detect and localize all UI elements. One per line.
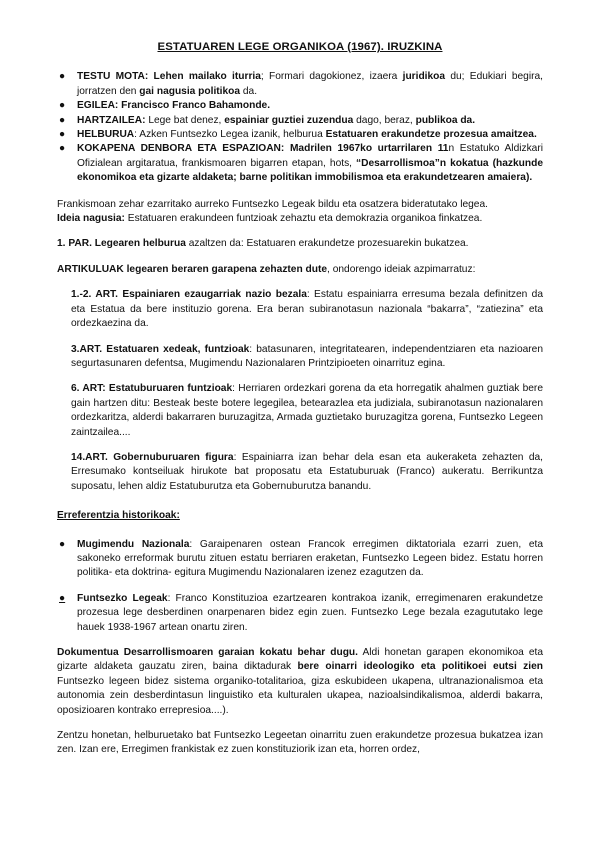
- bullet-icon: ●: [59, 114, 66, 126]
- article-text: : Espainiarra izan behar dela esan eta aukeraketa zehazten da, Erresumako kontseiluak hirukote bat proposatu eta Estatuburuak (Franco) aukeratu. Berrikuntza suposatu, lehen aldiz Estatuburutza eta Gobernuburutza banandu.: [71, 451, 543, 492]
- intro-paragraph: Frankismoan zehar ezarritako aurreko Funtsezko Legeak bildu eta osatzera bideratutako legea.: [57, 198, 488, 210]
- closing-paragraph: Zentzu honetan, helburuetako bat Funtsezko Legeetan oinarritu zuen erakundetze prozesua bukatzea izan zen. Izan ere, Erregimen frankistak ez zuen konstituziorik izan eta, horren ordez,: [57, 730, 543, 756]
- bullet-label: KOKAPENA DENBORA ETA ESPAZIOAN: Madrilen 1967ko urtarrilaren 11: [77, 143, 449, 155]
- article-label: 1.-2. ART. Espainiaren ezaugarriak nazio bezala: [71, 289, 307, 301]
- article-text: : Herriaren ordezkari gorena da eta horregatik ahalmen guztiak bere gain hartzen ditu: Besteak beste botere legegilea, betearazlea eta judiziala, subiranotasun nazionalaren ordezkaritza, alderdi bakarraren buruzagitza, Armada guztietako buruzagitza gorena, Funtsezko Legeen zaintzailea....: [71, 383, 543, 438]
- article-label: 3.ART. Estatuaren xedeak, funtzioak: [71, 343, 250, 355]
- list-item: [57, 128, 543, 142]
- bullet-emphasis: “Desarrollismoa”n kokatua (hazkunde ekonomikoa eta gizarte aldaketa; barne politikan immobilismoa eta erakundetzearen amaiera).: [77, 157, 543, 184]
- article-paragraph: [57, 451, 543, 494]
- ref-label: Funtsezko Legeak: [77, 592, 168, 604]
- list-item: [57, 592, 543, 635]
- refs-list: [57, 538, 543, 635]
- bullet-icon: ●: [59, 538, 66, 550]
- articles-intro-paragraph: [57, 263, 543, 277]
- bullet-label: EGILEA: Francisco Franco Bahamonde.: [77, 100, 271, 112]
- list-item: [57, 142, 543, 185]
- article-text: : Estatu espainiarra erresuma bezala definitzen da eta Estatua da bere instituzio gorena. Era beran subiranotasun nazionala “bakarra”, “zatiezina” eta ordezkaezina da.: [71, 289, 544, 330]
- refs-heading: Erreferentzia historikoak:: [57, 510, 180, 522]
- list-item: [57, 114, 543, 128]
- ref-text: : Garaipenaren ostean Francok erregimen diktatoriala ezarri zuen, eta sakoneko erreformak burutu zituen estatu berriaren eraketan, Funtsezko Legeen bidez. Estatu horren politika- eta doktrina- egitura Mugimendu Nazionalaren izenez ezagutzen da.: [77, 538, 543, 579]
- article-paragraph: [57, 382, 543, 440]
- bullet-label: TESTU MOTA: Lehen mailako iturria: [77, 71, 261, 83]
- list-item: [57, 70, 543, 99]
- bullet-emphasis: juridikoa: [402, 71, 446, 83]
- main-idea-text: Estatuaren erakundeen funtzioak zehaztu eta demokrazia organikoa finkatzea.: [124, 213, 483, 225]
- bullet-text: : Azken Funtsezko Legea izanik, helburua: [134, 129, 326, 141]
- bullet-label: HARTZAILEA:: [77, 114, 146, 126]
- articles-intro-label: ARTIKULUAK legearen beraren garapena zehazten dute: [57, 263, 328, 275]
- ref-label: Mugimendu Nazionala: [77, 538, 190, 550]
- context-text: Funtsezko legeen bidez sistema organiko-totalitarioa, giza eskubideen ukapena, ultranazionalismoa eta autonomia zein desberdintasun linguistiko eta kulturalen ukapea, nazioalsindikalismoa, alderdi bakarra, oposizioaren kontrako errepresioa....).: [57, 675, 543, 716]
- main-idea-paragraph: [57, 212, 543, 226]
- main-idea-label: Ideia nagusia:: [57, 213, 125, 225]
- context-text: Aldi honetan garapen ekonomikoa eta gizarte aldaketa gauzatu ziren, baina diktadurak: [57, 647, 543, 673]
- bullet-emphasis: Estatuaren erakundetze prozesua amaitzea.: [325, 129, 537, 141]
- list-item: [57, 99, 543, 113]
- article-paragraph: [57, 288, 543, 331]
- bullet-emphasis: gai nagusia politikoa: [139, 85, 241, 97]
- ref-text: : Franco Konstituzioa ezartzearen kontrakoa izanik, erregimenaren erakundetze prozesua lege desberdinen onarpenaren bidez egin zuen. Funtsezko Lege bezala ezagututako lege hauek 1938-1967 artean onartu ziren.: [77, 592, 543, 633]
- article-text: : batasunaren, integritatearen, independentziaren eta nazioaren segurtasunaren defentsa, Mugimendu Nazionalaren Printzipioeten oinarrituz egina.: [71, 343, 543, 369]
- context-lead: Dokumentua Desarrollismoaren garaian kokatu behar dugu.: [57, 647, 358, 658]
- bullet-text: n Estatuko Aldizkari Ofizialean argitaratua, frankismoaren bigarren etapan, hots,: [77, 143, 544, 169]
- bullet-icon: ●: [59, 592, 66, 604]
- par1-text: azaltzen da: Estatuaren erakundetze prozesuarekin bukatzea.: [185, 238, 469, 250]
- article-label: 6. ART: Estatuburuaren funtzioak: [71, 383, 233, 395]
- page-title: ESTATUAREN LEGE ORGANIKOA (1967). IRUZKINA: [157, 41, 443, 53]
- bullet-icon: ●: [59, 143, 66, 155]
- bullet-icon: ●: [59, 129, 66, 141]
- bullet-text: Lege bat denez,: [145, 114, 225, 126]
- article-paragraph: [57, 343, 543, 372]
- articles-intro-text: , ondorengo ideiak azpimarratuz:: [327, 263, 476, 275]
- par1-paragraph: [57, 237, 543, 251]
- bullet-icon: ●: [59, 71, 66, 83]
- bullet-label: HELBURUA: [77, 129, 135, 141]
- par1-label: 1. PAR. Legearen helburua: [57, 238, 186, 250]
- list-item: [57, 538, 543, 581]
- context-emphasis: bere oinarri ideologiko eta politikoei eutsi zien: [297, 661, 543, 673]
- bullet-text: da.: [240, 85, 258, 97]
- bullet-text: ; Formari dagokionez, izaera: [260, 71, 403, 83]
- context-paragraph: [57, 646, 543, 718]
- article-label: 14.ART. Gobernuburuaren figura: [71, 451, 234, 463]
- bullet-text: du; Edukiari begira, jorratzen den: [77, 71, 544, 97]
- bullet-emphasis: espainiar guztiei zuzendua: [224, 114, 354, 126]
- bullet-text: dago, beraz,: [353, 114, 416, 126]
- summary-list: [57, 70, 543, 185]
- bullet-icon: ●: [59, 100, 66, 112]
- bullet-emphasis: publikoa da.: [415, 114, 476, 126]
